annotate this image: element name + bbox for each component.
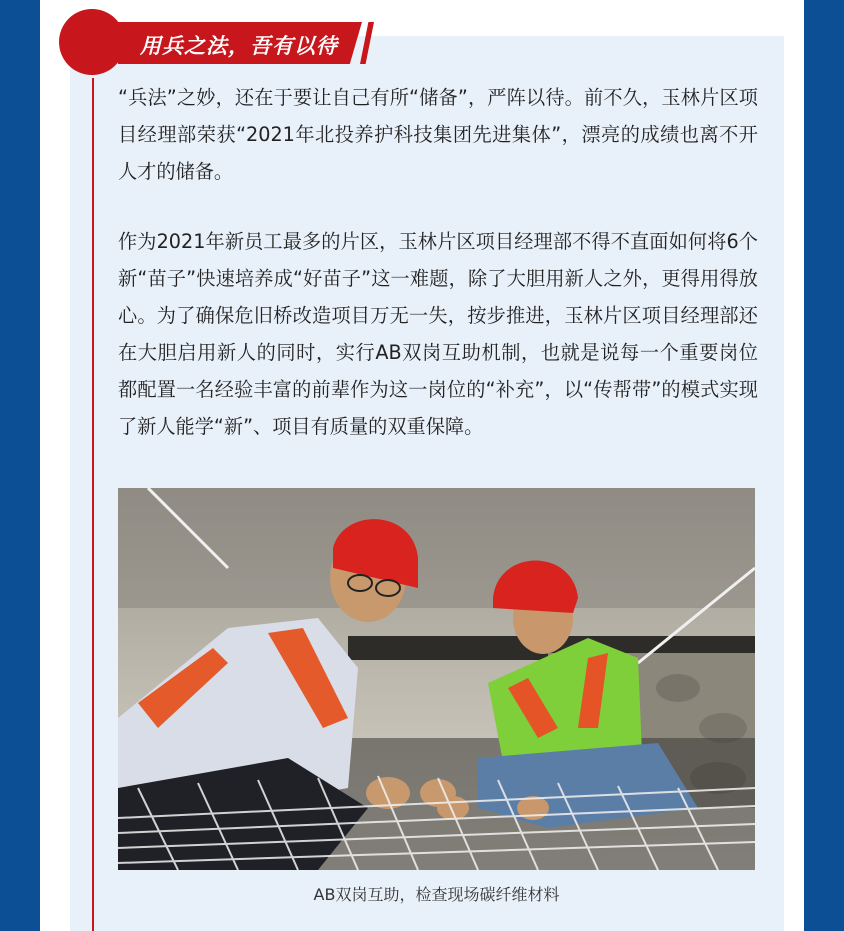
photo-illustration: [118, 488, 755, 870]
worksite-photo: [118, 488, 755, 870]
photo-caption: AB双岗互助，检查现场碳纤维材料: [313, 885, 560, 904]
left-blue-border: [0, 0, 40, 931]
paragraph-2: 作为2021年新员工最多的片区，玉林片区项目经理部不得不直面如何将6个新“苗子”快速培养成“好苗子”这一难题，除了大胆用新人之外，更得用得放心。为了确保危旧桥改造项目万无一失，按步推进，玉林片区项目经理部还在大胆启用新人的同时，实行AB双岗互助机制，也就是说每一个重要岗位都配置一名经验丰富的前辈作为这一岗位的“补充”，以“传帮带”的模式实现了新人能学“新”、项目有质量的双重保障。: [118, 230, 758, 438]
heading-circle-decoration: [59, 9, 125, 75]
right-blue-border: [804, 0, 844, 931]
paragraph-1: “兵法”之妙，还在于要让自己有所“储备”，严阵以待。前不久，玉林片区项目经理部荣获“2021年北投养护科技集团先进集体”，漂亮的成绩也离不开人才的储备。: [118, 86, 758, 183]
section-heading: 用兵之法，吾有以待: [140, 34, 338, 58]
red-vertical-rule: [92, 78, 94, 931]
